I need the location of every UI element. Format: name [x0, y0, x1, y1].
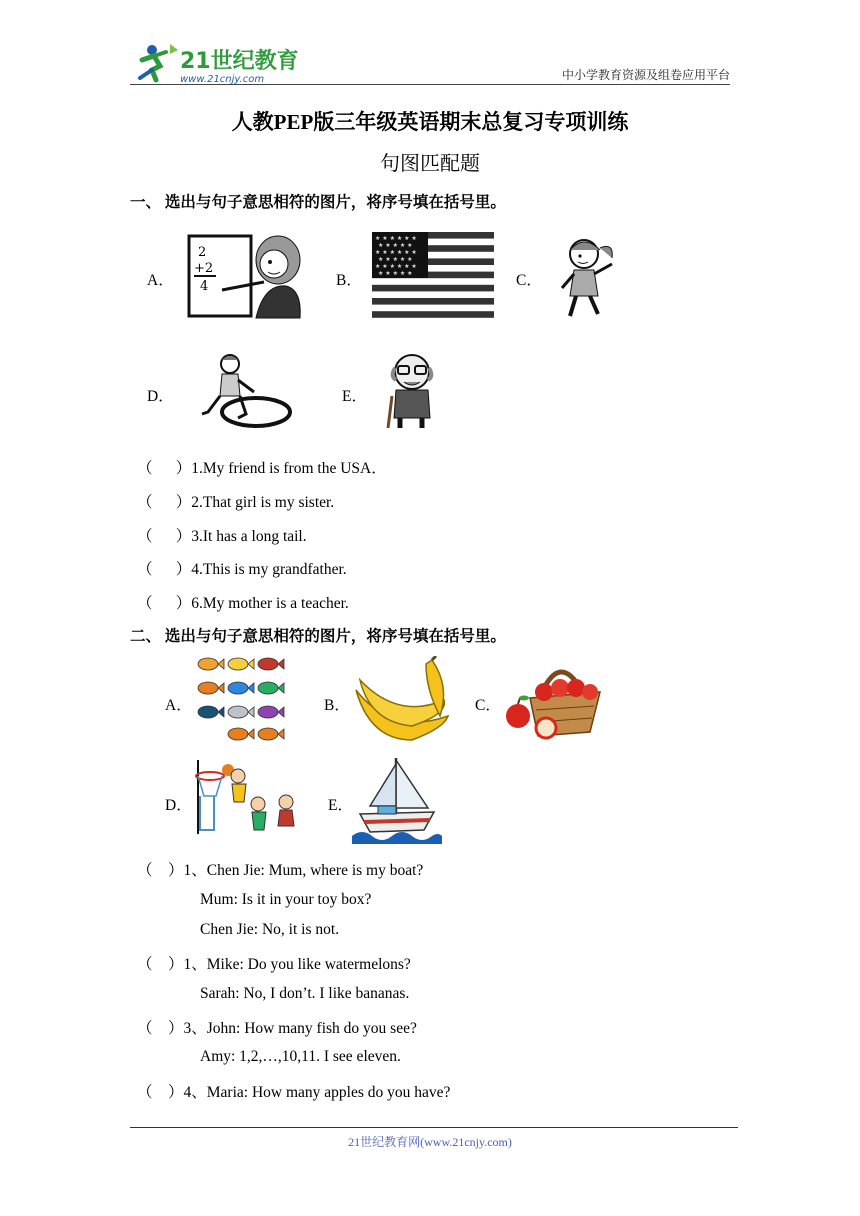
apple-basket-image	[502, 658, 604, 742]
logo-url: www.21cnjy.com	[180, 74, 265, 85]
platform-name: 中小学教育资源及组卷应用平台	[561, 68, 730, 82]
svg-text:★ ★ ★ ★ ★ ★: ★ ★ ★ ★ ★ ★	[375, 249, 417, 256]
usa-flag-image	[372, 232, 494, 318]
footer-divider	[130, 1127, 738, 1128]
s2-dialog-3-line-1: Amy: 1,2,…,10,11. I see eleven.	[200, 1048, 401, 1065]
s1-question-4: （ ）4.This is my grandfather.	[137, 561, 347, 578]
s1-question-5: （ ）6.My mother is a teacher.	[137, 595, 349, 612]
svg-text:★ ★ ★ ★ ★ ★: ★ ★ ★ ★ ★ ★	[375, 235, 417, 242]
basketball-kids-image	[192, 756, 302, 840]
grandfather-image	[382, 352, 444, 430]
s1-option-a-label: A．	[147, 272, 174, 289]
s2-option-d-label: D．	[165, 797, 192, 814]
girl-image	[556, 234, 622, 322]
svg-text:★ ★ ★ ★ ★: ★ ★ ★ ★ ★	[378, 270, 413, 277]
footer-link[interactable]: 21世纪教育网(www.21cnjy.com)	[348, 1135, 512, 1149]
runner-icon	[140, 44, 178, 80]
sailboat-image	[352, 756, 442, 844]
s2-dialog-1-line-2: Chen Jie: No, it is not.	[200, 921, 340, 938]
svg-text:★ ★ ★ ★ ★: ★ ★ ★ ★ ★	[378, 242, 413, 249]
s1-option-b-label: B．	[336, 272, 362, 289]
s2-option-a-label: A．	[165, 697, 192, 714]
svg-text:4: 4	[200, 279, 209, 294]
s1-option-d-label: D．	[147, 388, 174, 405]
s2-dialog-4-question: （ ）4、Maria: How many apples do you have?	[137, 1084, 451, 1101]
logo-text: 21世纪教育	[180, 49, 299, 74]
s1-option-e-label: E．	[342, 388, 367, 405]
fish-image	[192, 654, 288, 744]
s1-question-1: （ ）1.My friend is from the USA．	[137, 460, 387, 477]
section2-heading: 二、 选出与句子意思相符的图片，将序号填在括号里。	[130, 628, 506, 645]
svg-text:+2: +2	[194, 261, 214, 276]
header-divider	[130, 84, 730, 85]
svg-text:★ ★ ★ ★ ★ ★: ★ ★ ★ ★ ★ ★	[375, 263, 417, 270]
site-logo	[130, 40, 300, 86]
s2-option-c-label: C．	[475, 697, 501, 714]
bananas-image	[352, 656, 456, 744]
s2-option-b-label: B．	[324, 697, 350, 714]
s2-dialog-1-line-1: Mum: Is it in your toy box?	[200, 891, 372, 908]
s2-dialog-1-question: （ ）1、Chen Jie: Mum, where is my boat?	[137, 862, 424, 879]
boy-ring-image	[200, 352, 296, 432]
s2-dialog-2-question: （ ）1、Mike: Do you like watermelons?	[137, 956, 411, 973]
s1-question-3: （ ）3.It has a long tail.	[137, 528, 307, 545]
s2-dialog-2-line-1: Sarah: No, I don’t. I like bananas.	[200, 985, 410, 1002]
s1-option-c-label: C．	[516, 272, 542, 289]
teacher-image	[186, 230, 306, 320]
page-title: 人教PEP版三年级英语期末总复习专项训练	[231, 110, 629, 134]
page-subtitle: 句图匹配题	[380, 153, 480, 175]
s1-question-2: （ ）2.That girl is my sister.	[137, 494, 335, 511]
svg-text:2: 2	[198, 245, 207, 260]
s2-option-e-label: E．	[328, 797, 353, 814]
svg-text:★ ★ ★ ★ ★: ★ ★ ★ ★ ★	[378, 256, 413, 263]
section1-heading: 一、 选出与句子意思相符的图片，将序号填在括号里。	[130, 194, 506, 211]
s2-dialog-3-question: （ ）3、John: How many fish do you see?	[137, 1020, 417, 1037]
